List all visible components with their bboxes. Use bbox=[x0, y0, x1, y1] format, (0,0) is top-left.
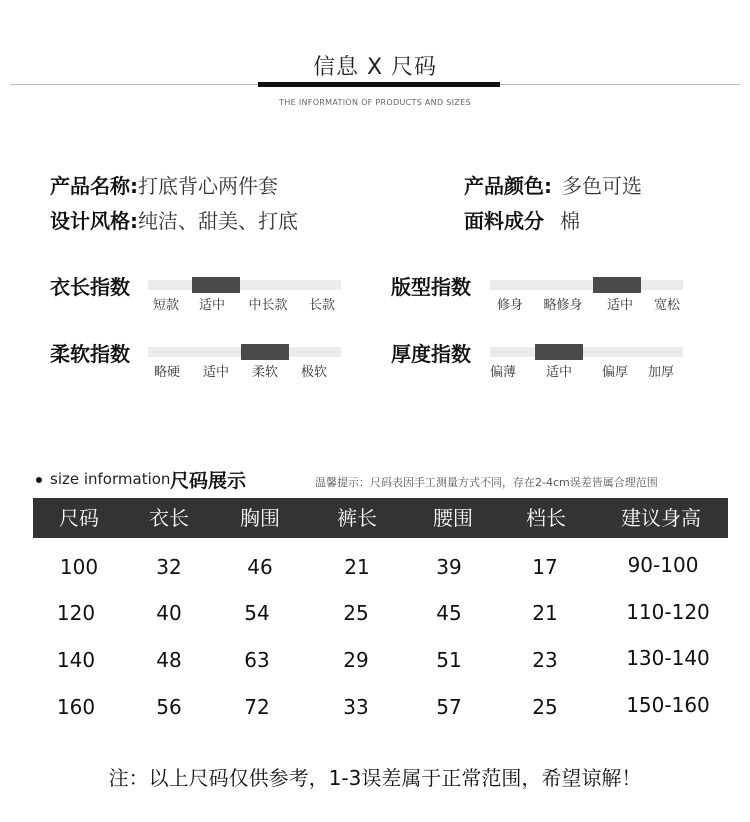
table-cell: 51 bbox=[436, 648, 462, 672]
thickness-index-option: 适中 bbox=[545, 365, 573, 380]
column-header-chest: 胸围 bbox=[240, 506, 280, 530]
header-accent-bar bbox=[258, 82, 500, 87]
product-color-row bbox=[464, 170, 642, 199]
table-cell: 160 bbox=[56, 695, 96, 719]
length-index-option: 中长款 bbox=[248, 298, 288, 313]
table-cell: 110-120 bbox=[626, 600, 710, 624]
fit-index-option: 适中 bbox=[606, 298, 634, 313]
column-header-crotch: 档长 bbox=[526, 506, 566, 530]
length-index-label: 衣长指数 bbox=[50, 275, 130, 299]
table-cell: 72 bbox=[244, 695, 270, 719]
length-index-indicator bbox=[192, 277, 240, 293]
page-subtitle: THE INFORMATION OF PRODUCTS AND SIZES bbox=[279, 98, 471, 107]
table-cell: 57 bbox=[436, 695, 462, 719]
table-cell: 25 bbox=[532, 695, 558, 719]
length-index-option: 长款 bbox=[308, 298, 336, 313]
column-header-height: 建议身高 bbox=[621, 506, 701, 530]
table-cell: 29 bbox=[343, 648, 369, 672]
fabric-value: 棉 bbox=[560, 209, 580, 233]
measurement-tip: 温馨提示：尺码表因手工测量方式不同，存在2-4cm误差皆属合理范围 bbox=[315, 476, 658, 489]
product-name-label: 产品名称: bbox=[50, 174, 138, 198]
softness-index-option: 略硬 bbox=[153, 365, 181, 380]
length-index-option: 适中 bbox=[198, 298, 226, 313]
thickness-index-track bbox=[490, 347, 683, 357]
table-cell: 46 bbox=[247, 555, 273, 579]
table-cell: 90-100 bbox=[627, 553, 699, 577]
design-style-label: 设计风格: bbox=[50, 209, 138, 233]
fit-index-indicator bbox=[593, 277, 641, 293]
table-cell: 150-160 bbox=[626, 693, 710, 717]
fabric-label: 面料成分 bbox=[464, 209, 544, 233]
size-info-title-en: size information bbox=[50, 470, 171, 488]
size-table-header bbox=[33, 498, 728, 538]
table-cell: 17 bbox=[532, 555, 558, 579]
page-title: 信息 X 尺码 bbox=[312, 55, 438, 80]
table-cell: 63 bbox=[244, 648, 270, 672]
bullet-dot bbox=[36, 477, 42, 483]
fit-index-track bbox=[490, 280, 683, 290]
product-name-row bbox=[50, 170, 278, 199]
length-index-option: 短款 bbox=[152, 298, 180, 313]
product-color-label: 产品颜色: bbox=[464, 174, 552, 198]
product-name-value: 打底背心两件套 bbox=[138, 174, 278, 198]
table-cell: 100 bbox=[59, 555, 99, 579]
thickness-index-label: 厚度指数 bbox=[391, 342, 471, 366]
fabric-row bbox=[464, 205, 580, 234]
thickness-index-indicator bbox=[535, 344, 583, 360]
table-cell: 45 bbox=[436, 601, 462, 625]
column-header-length: 衣长 bbox=[149, 506, 189, 530]
softness-index-indicator bbox=[241, 344, 289, 360]
fit-index-option: 略修身 bbox=[543, 298, 583, 313]
size-info-title-cn: 尺码展示 bbox=[170, 470, 247, 492]
column-header-waist: 腰围 bbox=[433, 506, 473, 530]
table-cell: 25 bbox=[343, 601, 369, 625]
softness-index-option: 适中 bbox=[202, 365, 230, 380]
design-style-row bbox=[50, 205, 298, 234]
column-header-size: 尺码 bbox=[59, 506, 99, 530]
table-cell: 54 bbox=[244, 601, 270, 625]
thickness-index-option: 偏薄 bbox=[489, 365, 517, 380]
table-cell: 21 bbox=[532, 601, 558, 625]
fit-index-option: 宽松 bbox=[653, 298, 681, 313]
length-index-track bbox=[148, 280, 341, 290]
softness-index-label: 柔软指数 bbox=[50, 342, 130, 366]
fit-index-label: 版型指数 bbox=[391, 275, 471, 299]
softness-index-track bbox=[148, 347, 341, 357]
design-style-value: 纯洁、甜美、打底 bbox=[138, 209, 298, 233]
fit-index-option: 修身 bbox=[496, 298, 524, 313]
table-cell: 39 bbox=[436, 555, 462, 579]
table-cell: 48 bbox=[156, 648, 182, 672]
table-cell: 140 bbox=[56, 648, 96, 672]
table-cell: 23 bbox=[532, 648, 558, 672]
thickness-index-option: 偏厚 bbox=[601, 365, 629, 380]
column-header-pants-length: 裤长 bbox=[337, 506, 377, 530]
table-cell: 33 bbox=[343, 695, 369, 719]
table-cell: 40 bbox=[156, 601, 182, 625]
softness-index-option: 极软 bbox=[300, 365, 328, 380]
table-cell: 130-140 bbox=[626, 646, 710, 670]
disclaimer-note: 注：以上尺码仅供参考，1-3误差属于正常范围，希望谅解！ bbox=[108, 766, 642, 790]
softness-index-option: 柔软 bbox=[251, 365, 279, 380]
table-cell: 32 bbox=[156, 555, 182, 579]
product-color-value: 多色可选 bbox=[562, 174, 642, 198]
table-cell: 120 bbox=[56, 601, 96, 625]
thickness-index-option: 加厚 bbox=[647, 365, 675, 380]
table-cell: 56 bbox=[156, 695, 182, 719]
table-cell: 21 bbox=[344, 555, 370, 579]
